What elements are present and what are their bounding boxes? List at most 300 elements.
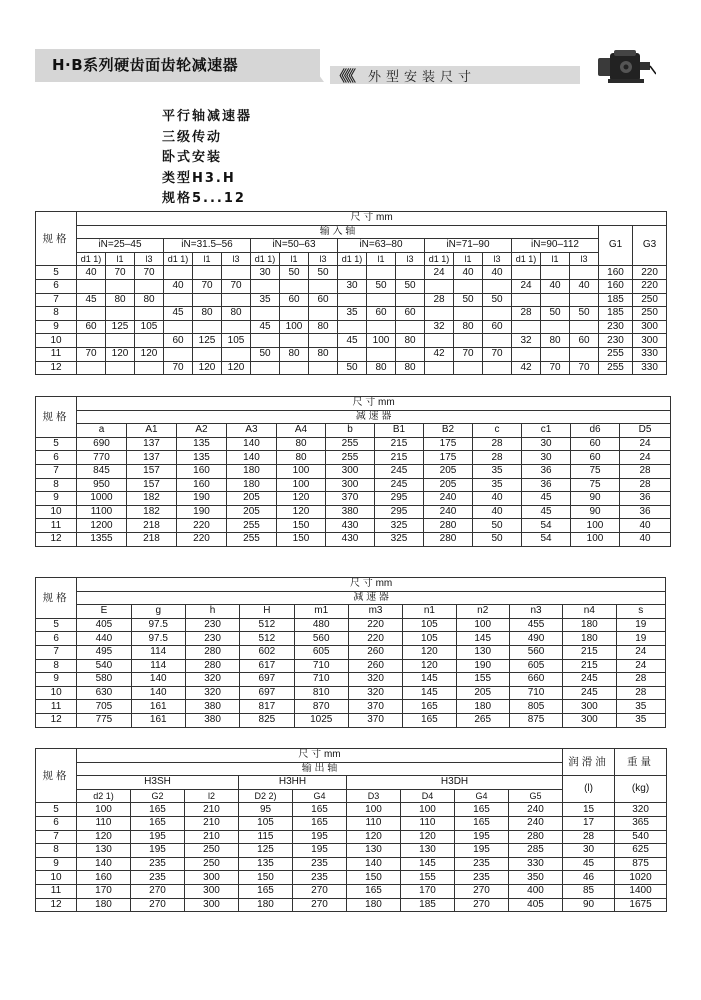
value-cell: 300 <box>563 700 616 714</box>
value-cell: 140 <box>227 451 277 465</box>
header-banner-slant <box>300 49 324 82</box>
value-cell: 75 <box>571 464 620 478</box>
value-cell: 54 <box>522 519 571 533</box>
value-cell: 580 <box>77 673 131 687</box>
size-cell: 9 <box>36 492 77 506</box>
size-cell: 9 <box>36 673 77 687</box>
value-cell <box>541 320 570 334</box>
guige-header: 规格 <box>36 212 77 266</box>
value-cell: 50 <box>251 347 280 361</box>
value-cell: 255 <box>599 347 633 361</box>
size-cell: 8 <box>36 478 77 492</box>
value-cell: 28 <box>620 464 671 478</box>
value-cell: 36 <box>522 464 571 478</box>
column-header: n3 <box>509 605 562 619</box>
column-header: d1 1) <box>77 252 106 266</box>
ratio-range-header: iN=71–90 <box>425 239 512 253</box>
column-header: l3 <box>222 252 251 266</box>
column-header: E <box>77 605 131 619</box>
value-cell: 120 <box>277 492 326 506</box>
value-cell <box>106 334 135 348</box>
value-cell: 215 <box>375 437 424 451</box>
value-cell: 17 <box>563 816 615 830</box>
value-cell: 160 <box>599 279 633 293</box>
value-cell: 161 <box>131 700 185 714</box>
column-header: l2 <box>185 789 239 803</box>
value-cell: 230 <box>599 334 633 348</box>
column-header: a <box>77 424 127 438</box>
column-header: l3 <box>483 252 512 266</box>
oil-header: 润滑油 <box>563 749 615 776</box>
value-cell: 150 <box>277 519 326 533</box>
value-cell: 490 <box>509 632 562 646</box>
value-cell <box>280 307 309 321</box>
column-header: D2 2) <box>239 789 293 803</box>
column-header: c1 <box>522 424 571 438</box>
column-header: D3 <box>347 789 401 803</box>
value-cell: 100 <box>571 519 620 533</box>
size-cell: 6 <box>36 816 77 830</box>
value-cell: 105 <box>403 618 456 632</box>
value-cell: 165 <box>403 713 456 727</box>
value-cell <box>164 293 193 307</box>
value-cell: 330 <box>633 347 667 361</box>
value-cell <box>280 361 309 375</box>
value-cell <box>193 293 222 307</box>
column-header: D5 <box>620 424 671 438</box>
value-cell: 46 <box>563 871 615 885</box>
value-cell: 105 <box>239 816 293 830</box>
value-cell: 495 <box>77 645 131 659</box>
column-header: l1 <box>280 252 309 266</box>
value-cell: 560 <box>509 645 562 659</box>
value-cell: 120 <box>403 659 456 673</box>
value-cell: 35 <box>251 293 280 307</box>
size-cell: 6 <box>36 451 77 465</box>
value-cell: 255 <box>599 361 633 375</box>
value-cell: 50 <box>367 279 396 293</box>
column-header: A1 <box>127 424 177 438</box>
value-cell: 300 <box>185 871 239 885</box>
guige-header: 规格 <box>36 749 77 803</box>
table-row <box>36 659 666 673</box>
value-cell: 690 <box>77 437 127 451</box>
column-header: m3 <box>348 605 402 619</box>
size-cell: 10 <box>36 334 77 348</box>
value-cell <box>106 307 135 321</box>
ratio-range-header: iN=50–63 <box>251 239 338 253</box>
dimension-header: 尺 寸 mm <box>77 578 666 592</box>
value-cell: 95 <box>239 803 293 817</box>
value-cell: 50 <box>541 307 570 321</box>
value-cell: 80 <box>309 320 338 334</box>
value-cell <box>570 347 599 361</box>
value-cell <box>483 334 512 348</box>
dimension-header: 尺 寸 mm <box>77 749 563 763</box>
size-cell: 12 <box>36 532 77 546</box>
value-cell: 325 <box>375 519 424 533</box>
value-cell: 1675 <box>615 898 667 912</box>
value-cell: 28 <box>473 451 522 465</box>
value-cell: 30 <box>522 451 571 465</box>
value-cell <box>425 307 454 321</box>
table-row <box>36 645 666 659</box>
value-cell: 380 <box>185 700 239 714</box>
value-cell <box>338 320 367 334</box>
value-cell: 1400 <box>615 884 667 898</box>
gear-reducer-icon <box>596 48 656 86</box>
value-cell: 270 <box>131 898 185 912</box>
table-row <box>36 686 666 700</box>
value-cell: 180 <box>563 632 616 646</box>
value-cell: 24 <box>620 451 671 465</box>
table-row <box>36 307 667 321</box>
column-header: s <box>616 605 665 619</box>
value-cell: 28 <box>563 830 615 844</box>
size-cell: 11 <box>36 519 77 533</box>
value-cell: 205 <box>424 464 473 478</box>
size-cell: 12 <box>36 713 77 727</box>
value-cell <box>309 307 338 321</box>
value-cell: 24 <box>512 279 541 293</box>
column-header: H <box>240 605 294 619</box>
column-header: l1 <box>367 252 396 266</box>
value-cell: 40 <box>473 505 522 519</box>
size-cell: 9 <box>36 320 77 334</box>
value-cell: 295 <box>375 492 424 506</box>
value-cell: 145 <box>403 686 456 700</box>
value-cell: 135 <box>239 857 293 871</box>
value-cell: 270 <box>293 898 347 912</box>
table-row <box>36 830 667 844</box>
value-cell <box>193 347 222 361</box>
value-cell: 125 <box>239 844 293 858</box>
value-cell: 770 <box>77 451 127 465</box>
column-header: b <box>326 424 375 438</box>
value-cell: 160 <box>599 266 633 280</box>
value-cell: 195 <box>455 830 509 844</box>
value-cell: 240 <box>509 803 563 817</box>
value-cell: 114 <box>131 659 185 673</box>
value-cell: 180 <box>239 898 293 912</box>
value-cell: 40 <box>570 279 599 293</box>
value-cell: 710 <box>509 686 562 700</box>
value-cell <box>251 307 280 321</box>
value-cell: 300 <box>326 478 375 492</box>
value-cell: 50 <box>473 519 522 533</box>
value-cell: 50 <box>309 266 338 280</box>
value-cell: 100 <box>367 334 396 348</box>
value-cell: 45 <box>251 320 280 334</box>
value-cell: 617 <box>240 659 294 673</box>
table-row <box>36 898 667 912</box>
value-cell: 480 <box>294 618 348 632</box>
spec-block <box>162 107 252 210</box>
value-cell: 97.5 <box>131 618 185 632</box>
value-cell: 90 <box>563 898 615 912</box>
value-cell: 32 <box>425 320 454 334</box>
value-cell: 185 <box>599 293 633 307</box>
column-header: d6 <box>571 424 620 438</box>
value-cell: 35 <box>616 713 665 727</box>
value-cell: 110 <box>401 816 455 830</box>
value-cell: 220 <box>348 618 402 632</box>
value-cell: 100 <box>347 803 401 817</box>
value-cell <box>251 334 280 348</box>
value-cell: 60 <box>367 307 396 321</box>
value-cell <box>135 307 164 321</box>
value-cell: 165 <box>131 816 185 830</box>
guige-header: 规格 <box>36 397 77 438</box>
value-cell <box>222 320 251 334</box>
value-cell: 180 <box>227 478 277 492</box>
value-cell: 180 <box>563 618 616 632</box>
value-cell: 155 <box>401 871 455 885</box>
column-header: g <box>131 605 185 619</box>
value-cell: 120 <box>222 361 251 375</box>
value-cell: 215 <box>375 451 424 465</box>
value-cell: 80 <box>309 347 338 361</box>
value-cell: 255 <box>227 532 277 546</box>
column-header: l1 <box>541 252 570 266</box>
value-cell <box>396 293 425 307</box>
value-cell <box>454 334 483 348</box>
value-cell: 85 <box>563 884 615 898</box>
value-cell: 205 <box>424 478 473 492</box>
value-cell: 285 <box>509 844 563 858</box>
value-cell: 165 <box>239 884 293 898</box>
value-cell: 320 <box>185 686 239 700</box>
value-cell: 270 <box>293 884 347 898</box>
value-cell: 182 <box>127 492 177 506</box>
value-cell <box>164 266 193 280</box>
value-cell <box>77 307 106 321</box>
value-cell: 625 <box>615 844 667 858</box>
value-cell: 140 <box>347 857 401 871</box>
column-header: d1 1) <box>251 252 280 266</box>
weight-header: 重量 <box>615 749 667 776</box>
value-cell: 45 <box>522 505 571 519</box>
value-cell: 697 <box>240 673 294 687</box>
value-cell: 240 <box>424 505 473 519</box>
value-cell <box>483 361 512 375</box>
value-cell: 235 <box>455 871 509 885</box>
column-header: c <box>473 424 522 438</box>
value-cell: 320 <box>348 673 402 687</box>
value-cell: 370 <box>348 700 402 714</box>
value-cell: 24 <box>620 437 671 451</box>
value-cell <box>454 307 483 321</box>
value-cell: 32 <box>512 334 541 348</box>
column-header: l3 <box>135 252 164 266</box>
value-cell: 100 <box>571 532 620 546</box>
column-header: l3 <box>396 252 425 266</box>
table-row <box>36 857 667 871</box>
value-cell: 215 <box>563 659 616 673</box>
value-cell: 60 <box>396 307 425 321</box>
value-cell: 40 <box>77 266 106 280</box>
output-shaft-table <box>35 748 667 912</box>
size-cell: 10 <box>36 686 77 700</box>
value-cell <box>222 347 251 361</box>
value-cell: 165 <box>403 700 456 714</box>
value-cell: 512 <box>240 632 294 646</box>
subgroup-header: H3DH <box>347 776 563 790</box>
value-cell: 185 <box>401 898 455 912</box>
value-cell: 270 <box>455 898 509 912</box>
page-title: H·B系列硬齿面齿轮减速器 <box>52 56 239 74</box>
spec-line: 规格5...12 <box>162 191 246 206</box>
column-header: B1 <box>375 424 424 438</box>
value-cell <box>338 293 367 307</box>
value-cell <box>164 320 193 334</box>
value-cell <box>309 279 338 293</box>
value-cell <box>541 293 570 307</box>
value-cell: 195 <box>131 844 185 858</box>
value-cell: 950 <box>77 478 127 492</box>
value-cell: 60 <box>309 293 338 307</box>
size-cell: 11 <box>36 347 77 361</box>
value-cell: 125 <box>106 320 135 334</box>
value-cell: 135 <box>177 451 227 465</box>
value-cell: 40 <box>164 279 193 293</box>
value-cell: 512 <box>240 618 294 632</box>
value-cell: 19 <box>616 618 665 632</box>
table-row <box>36 884 667 898</box>
column-header: d1 1) <box>338 252 367 266</box>
value-cell: 165 <box>455 816 509 830</box>
value-cell: 28 <box>425 293 454 307</box>
value-cell: 817 <box>240 700 294 714</box>
value-cell: 50 <box>396 279 425 293</box>
value-cell: 350 <box>509 871 563 885</box>
column-header: l1 <box>193 252 222 266</box>
value-cell <box>512 293 541 307</box>
table-row <box>36 451 671 465</box>
value-cell: 380 <box>326 505 375 519</box>
value-cell <box>251 279 280 293</box>
column-header: A3 <box>227 424 277 438</box>
value-cell: 630 <box>77 686 131 700</box>
value-cell: 245 <box>563 673 616 687</box>
ratio-range-header: iN=31.5–56 <box>164 239 251 253</box>
spec-line: 平行轴减速器 <box>162 109 253 124</box>
value-cell: 235 <box>455 857 509 871</box>
table-row <box>36 334 667 348</box>
value-cell <box>512 347 541 361</box>
value-cell: 140 <box>131 673 185 687</box>
value-cell: 270 <box>131 884 185 898</box>
value-cell: 80 <box>222 307 251 321</box>
value-cell: 775 <box>77 713 131 727</box>
size-cell: 8 <box>36 659 77 673</box>
value-cell: 165 <box>293 803 347 817</box>
value-cell: 170 <box>401 884 455 898</box>
value-cell: 1355 <box>77 532 127 546</box>
spec-line: 卧式安装 <box>162 150 223 165</box>
column-header: D4 <box>401 789 455 803</box>
value-cell: 40 <box>620 532 671 546</box>
value-cell: 80 <box>277 451 326 465</box>
column-header: A4 <box>277 424 326 438</box>
value-cell <box>251 361 280 375</box>
value-cell: 1200 <box>77 519 127 533</box>
value-cell: 180 <box>77 898 131 912</box>
column-header: l3 <box>309 252 338 266</box>
value-cell: 114 <box>131 645 185 659</box>
value-cell: 130 <box>401 844 455 858</box>
value-cell: 160 <box>77 871 131 885</box>
value-cell: 140 <box>131 686 185 700</box>
value-cell: 320 <box>348 686 402 700</box>
value-cell <box>280 334 309 348</box>
value-cell: 90 <box>571 505 620 519</box>
value-cell: 50 <box>473 532 522 546</box>
size-cell: 6 <box>36 632 77 646</box>
value-cell: 120 <box>403 645 456 659</box>
reducer-dims-table-2 <box>35 577 666 728</box>
value-cell <box>338 347 367 361</box>
value-cell: 602 <box>240 645 294 659</box>
value-cell: 165 <box>455 803 509 817</box>
value-cell: 28 <box>616 686 665 700</box>
value-cell: 120 <box>193 361 222 375</box>
value-cell: 230 <box>185 618 239 632</box>
value-cell: 140 <box>227 437 277 451</box>
value-cell: 60 <box>164 334 193 348</box>
value-cell: 150 <box>239 871 293 885</box>
value-cell: 110 <box>347 816 401 830</box>
value-cell: 100 <box>280 320 309 334</box>
table-row <box>36 632 666 646</box>
value-cell: 70 <box>222 279 251 293</box>
value-cell: 115 <box>239 830 293 844</box>
value-cell <box>570 266 599 280</box>
spec-line: 类型H3.H <box>162 170 236 186</box>
table-row <box>36 293 667 307</box>
size-cell: 5 <box>36 618 77 632</box>
value-cell: 1020 <box>615 871 667 885</box>
value-cell: 320 <box>615 803 667 817</box>
value-cell: 50 <box>280 266 309 280</box>
value-cell: 40 <box>620 519 671 533</box>
value-cell: 60 <box>571 451 620 465</box>
column-header: G4 <box>455 789 509 803</box>
column-header: d1 1) <box>425 252 454 266</box>
value-cell: 300 <box>633 334 667 348</box>
value-cell: 255 <box>227 519 277 533</box>
value-cell: 540 <box>615 830 667 844</box>
value-cell: 400 <box>509 884 563 898</box>
value-cell: 105 <box>222 334 251 348</box>
table-row <box>36 437 671 451</box>
value-cell <box>367 266 396 280</box>
value-cell: 120 <box>401 830 455 844</box>
value-cell: 245 <box>375 478 424 492</box>
value-cell: 105 <box>135 320 164 334</box>
value-cell: 245 <box>563 686 616 700</box>
value-cell: 540 <box>77 659 131 673</box>
value-cell: 250 <box>633 307 667 321</box>
value-cell <box>106 361 135 375</box>
column-header: l3 <box>570 252 599 266</box>
value-cell <box>512 320 541 334</box>
value-cell: 280 <box>185 645 239 659</box>
value-cell: 220 <box>348 632 402 646</box>
value-cell: 80 <box>277 437 326 451</box>
value-cell: 30 <box>251 266 280 280</box>
value-cell: 265 <box>456 713 509 727</box>
